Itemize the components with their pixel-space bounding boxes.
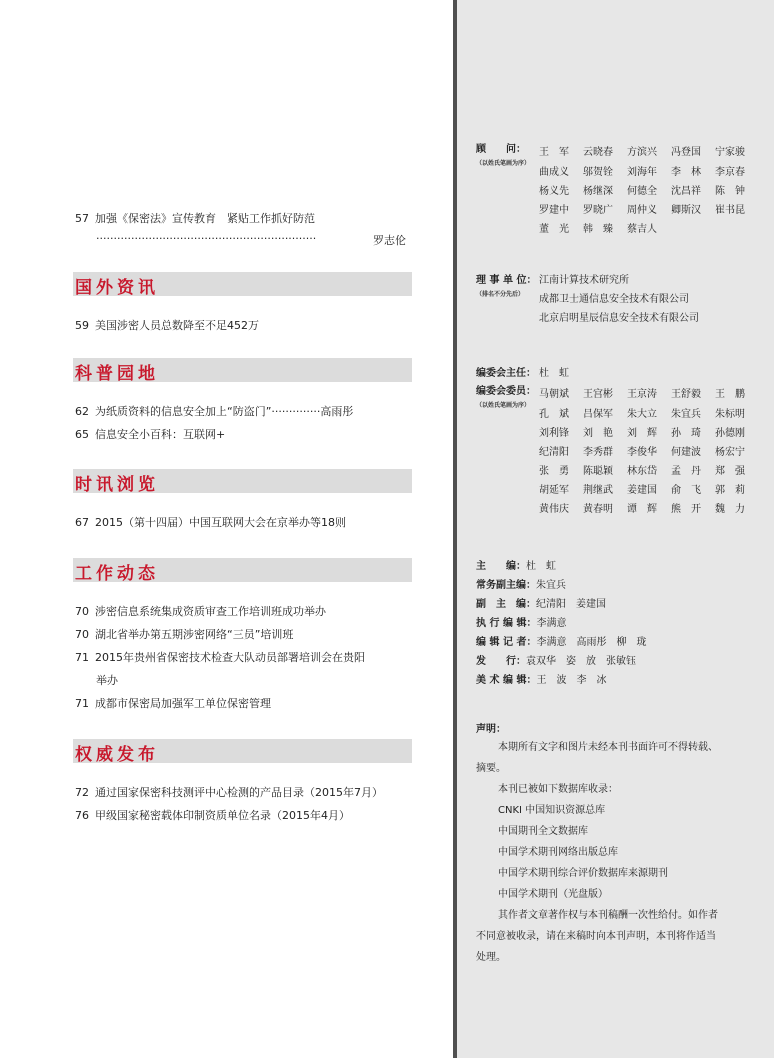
toc-entry-67[interactable] [75, 515, 346, 530]
section-title: 权威发布 [75, 745, 159, 765]
members-note: （以姓氏笔画为序） [476, 402, 531, 409]
toc-entry-70b[interactable] [75, 627, 293, 642]
toc-entry-71a-cont [96, 673, 118, 688]
members-row: 胡延军 荆继武 姜建国 俞 飞 郭 莉 [539, 485, 745, 496]
section-title: 时讯浏览 [75, 475, 159, 495]
statement-line: 中国期刊全文数据库 [498, 826, 588, 837]
advisors-row: 董 光 韩 臻 蔡吉人 [539, 224, 657, 235]
council-note: （排名不分先后） [476, 291, 525, 298]
toc-entry-72[interactable] [75, 785, 383, 800]
members-row: 黄伟庆 黄春明 谭 辉 熊 开 魏 力 [539, 504, 745, 515]
statement-line: 中国学术期刊网络出版总库 [498, 847, 618, 858]
entry-author: 罗志伦 [373, 234, 406, 247]
statement-line: 不同意被收录，请在来稿时向本刊声明，本刊将作适当 [476, 931, 716, 942]
entry-title: 美国涉密人员总数降至不足452万 [95, 319, 259, 332]
council-unit: 北京启明星辰信息安全技术有限公司 [539, 313, 699, 324]
members-row: 马朝斌 王宫彬 王京涛 王舒毅 王 鹏 [539, 389, 745, 400]
entry-title: 加强《保密法》宣传教育 紧贴工作抓好防范 [95, 212, 315, 225]
entry-title: 成都市保密局加强军工单位保密管理 [95, 697, 271, 710]
advisors-label: 顾 问： [476, 144, 526, 155]
statement-line: 摘要。 [476, 763, 506, 774]
toc-entry-71a[interactable] [75, 650, 365, 665]
page-number: 70 [75, 628, 89, 641]
staff-line: 编 辑 记 者：李满意 高雨彤 柳 珑 [476, 637, 647, 648]
section-header [73, 469, 412, 493]
entry-title: 2015（第十四届）中国互联网大会在京举办等18则 [95, 516, 346, 529]
toc-entry-76[interactable] [75, 808, 350, 823]
staff-line: 发 行：袁双华 姿 放 张敏钰 [476, 656, 636, 667]
statement-line: 中国学术期刊（光盘版） [498, 889, 608, 900]
members-row: 刘利锋 刘 艳 刘 辉 孙 琦 孙德刚 [539, 428, 745, 439]
statement-line: CNKI 中国知识资源总库 [498, 805, 606, 816]
entry-title: 信息安全小百科：互联网+ [95, 428, 226, 441]
staff-line: 美 术 编 辑：王 波 李 冰 [476, 675, 607, 686]
director-name: 杜 虹 [539, 368, 569, 379]
section-header [73, 739, 412, 763]
staff-line: 副 主 编：纪清阳 姜建国 [476, 599, 606, 610]
toc-entry-62[interactable] [75, 404, 353, 419]
column-divider [453, 0, 457, 1058]
statement-line: 其作者文章著作权与本刊稿酬一次性给付。如作者 [498, 910, 718, 921]
toc-entry-57[interactable] [75, 211, 315, 226]
statement-line: 处理。 [476, 952, 506, 963]
statement-line: 中国学术期刊综合评价数据库来源期刊 [498, 868, 668, 879]
toc-entry-65[interactable] [75, 427, 225, 442]
staff-line: 常务副主编：朱宜兵 [476, 580, 566, 591]
section-header [73, 358, 412, 382]
section-header [73, 558, 412, 582]
toc-entry-70a[interactable] [75, 604, 326, 619]
council-unit: 江南计算技术研究所 [539, 275, 629, 286]
staff-line: 主 编：杜 虹 [476, 561, 556, 572]
advisors-row: 罗建中 罗晓广 周仲义 卿斯汉 崔书昆 [539, 205, 745, 216]
statement-line: 本期所有文字和图片未经本刊书面许可不得转载、 [498, 742, 718, 753]
advisors-row: 杨义先 杨继深 何德全 沈昌祥 陈 钟 [539, 186, 745, 197]
members-row: 张 勇 陈聪颖 林东岱 孟 丹 郑 强 [539, 466, 745, 477]
page-number: 71 [75, 697, 89, 710]
council-unit: 成都卫士通信息安全技术有限公司 [539, 294, 689, 305]
toc-entry-59[interactable] [75, 318, 259, 333]
staff-line: 执 行 编 辑：李满意 [476, 618, 567, 629]
page-number: 76 [75, 809, 89, 822]
page-number: 67 [75, 516, 89, 529]
council-label: 理 事 单 位： [476, 275, 537, 286]
page-number: 70 [75, 605, 89, 618]
section-title: 科普园地 [75, 364, 159, 384]
page-number: 72 [75, 786, 89, 799]
section-header [73, 272, 412, 296]
statement-line: 本刊已被如下数据库收录： [498, 784, 618, 795]
entry-title: 2015年贵州省保密技术检查大队动员部署培训会在贵阳 [95, 651, 365, 664]
page-number: 59 [75, 319, 89, 332]
page-number: 71 [75, 651, 89, 664]
members-label: 编委会委员： [476, 386, 536, 397]
statement-title: 声明： [476, 724, 506, 735]
page-number: 62 [75, 405, 89, 418]
advisors-row: 王 军 云晓春 方滨兴 冯登国 宁家骏 [539, 147, 745, 158]
entry-title: 为纸质资料的信息安全加上“防盗门”··············高雨彤 [95, 405, 354, 418]
section-title: 国外资讯 [75, 278, 159, 298]
members-row: 孔 斌 吕保军 朱大立 朱宜兵 朱标明 [539, 409, 745, 420]
entry-title-continued: 举办 [96, 674, 118, 687]
entry-title: 湖北省举办第五期涉密网络“三员”培训班 [95, 628, 294, 641]
toc-entry-71b[interactable] [75, 696, 271, 711]
members-row: 纪清阳 李秀群 李俊华 何建波 杨宏宁 [539, 447, 745, 458]
advisors-row: 曲成义 邬贺铨 刘海年 李 林 李京春 [539, 167, 745, 178]
page-number: 57 [75, 212, 89, 225]
entry-title: 通过国家保密科技测评中心检测的产品目录（2015年7月） [95, 786, 383, 799]
advisors-note: （以姓氏笔画为序） [476, 160, 531, 167]
page-number: 65 [75, 428, 89, 441]
leader-dots: ······························································· [96, 232, 317, 245]
director-label: 编委会主任： [476, 368, 536, 379]
entry-title: 涉密信息系统集成资质审查工作培训班成功举办 [95, 605, 326, 618]
entry-title: 甲级国家秘密载体印制资质单位名录（2015年4月） [95, 809, 350, 822]
section-title: 工作动态 [75, 564, 159, 584]
